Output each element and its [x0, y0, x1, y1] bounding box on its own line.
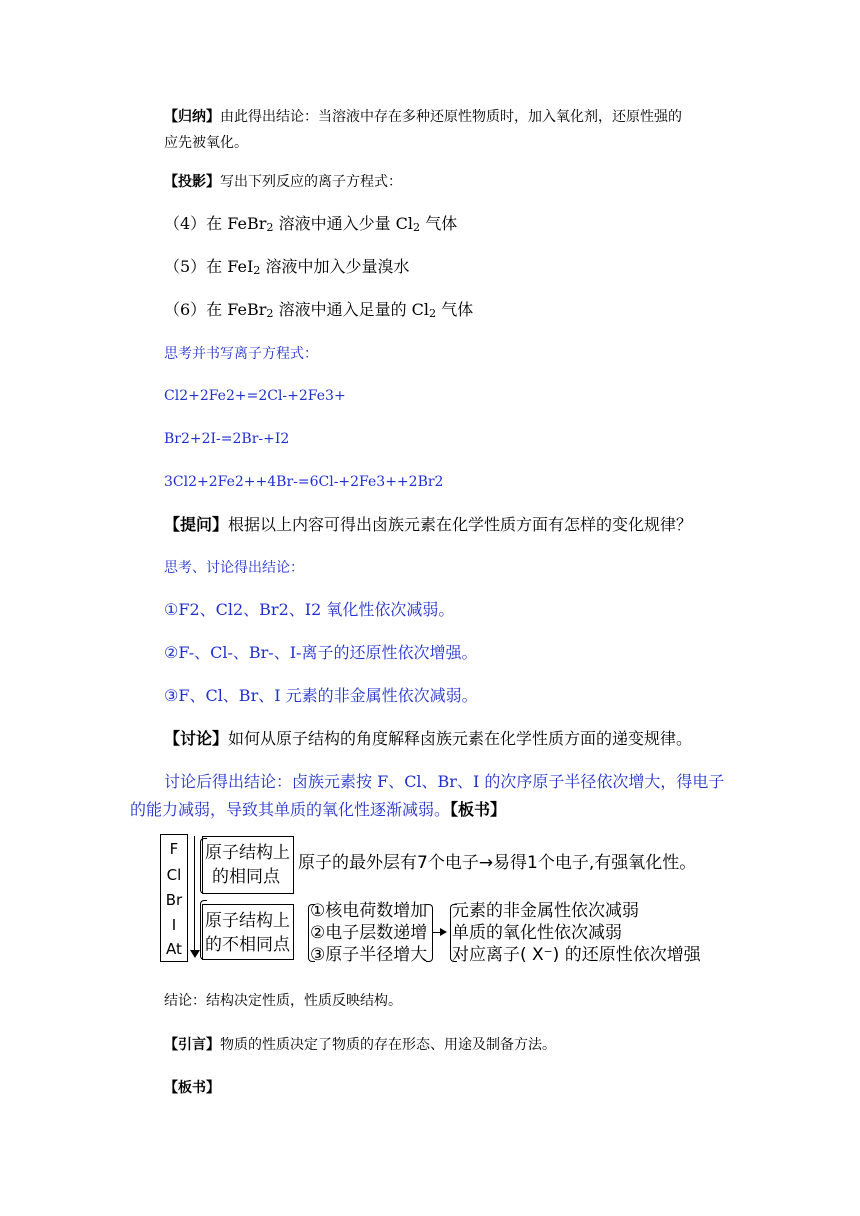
think-discuss: 思考、讨论得出结论：	[164, 560, 304, 576]
conclusion-3: ③F、Cl、Br、I 元素的非金属性依次减弱。	[164, 686, 478, 705]
element-br: Br	[165, 891, 183, 909]
q6-pre: （6）在 FeBr	[164, 300, 267, 319]
question-6	[164, 296, 734, 326]
board-tag-2: 【板书】	[164, 1080, 220, 1096]
effect-2: 单质的氧化性依次减弱	[452, 923, 622, 943]
summary-text: 由此得出结论：当溶液中存在多种还原性物质时，加入氧化剂，还原性强的	[220, 109, 682, 125]
q5-sub1: 2	[253, 263, 261, 277]
board-tag-1: 【板书】	[450, 800, 507, 819]
intro-paragraph	[164, 1032, 734, 1058]
q6-sub1: 2	[266, 306, 274, 320]
board-paragraph-2	[164, 1075, 734, 1101]
q4-sub2: 2	[413, 220, 421, 234]
conclusion-1: ①F2、Cl2、Br2、I2 氧化性依次减弱。	[164, 600, 455, 619]
q5-pre: （5）在 FeI	[164, 257, 254, 276]
cause-2: ②电子层数递增	[310, 923, 428, 943]
diff-label-b: 的不相同点	[205, 935, 290, 955]
halogen-structure-diagram	[160, 830, 720, 970]
down-arrow-icon	[190, 950, 200, 958]
structure-conclusion: 结论：结构决定性质，性质反映结构。	[164, 993, 402, 1009]
question-4	[164, 210, 734, 240]
same-label-b: 的相同点	[212, 867, 280, 887]
equation-3: 3Cl2+2Fe2++4Br-=6Cl-+2Fe3++2Br2	[164, 474, 444, 490]
equation-2: Br2+2I-=2Br-+I2	[164, 431, 290, 447]
projection-paragraph	[164, 169, 734, 195]
summary-text-2: 应先被氧化。	[164, 135, 248, 151]
q6-sub2: 2	[429, 306, 437, 320]
question-paragraph	[164, 511, 764, 539]
q4-post: 气体	[420, 214, 458, 233]
cause-1: ①核电荷数增加	[310, 901, 428, 921]
effect-1: 元素的非金属性依次减弱	[452, 901, 639, 921]
q5-post: 溶液中加入少量溴水	[260, 257, 410, 276]
cause-3: ③原子半径增大	[310, 945, 428, 965]
q4-pre: （4）在 FeBr	[164, 214, 267, 233]
diff-label-a: 原子结构上	[205, 911, 290, 931]
equation-1: Cl2+2Fe2+=2Cl-+2Fe3+	[164, 388, 346, 404]
intro-text: 物质的性质决定了物质的存在形态、用途及制备方法。	[220, 1037, 556, 1053]
question-tag: 【提问】	[164, 515, 229, 534]
same-label-a: 原子结构上	[205, 843, 290, 863]
effect-3: 对应离子( X⁻) 的还原性依次增强	[452, 945, 701, 965]
question-5	[164, 253, 734, 283]
element-f: F	[169, 840, 179, 858]
q4-sub1: 2	[266, 220, 274, 234]
same-description: 原子的最外层有7个电子→易得1个电子,有强氧化性。	[298, 853, 697, 873]
q4-mid: 溶液中通入少量 Cl	[273, 214, 414, 233]
element-i: I	[171, 916, 177, 934]
discussion-result-text: 讨论后得出结论：卤族元素按 F、Cl、Br、I 的次序原子半径依次增大，得电子的能力减弱，导致其单质的氧化性逐渐减弱。	[130, 772, 725, 819]
intro-tag: 【引言】	[164, 1037, 220, 1053]
conclusion-2: ②F-、Cl-、Br-、I-离子的还原性依次增强。	[164, 643, 478, 662]
element-at: At	[166, 940, 182, 958]
discussion-tag: 【讨论】	[164, 729, 229, 748]
right-arrow-icon	[440, 928, 447, 936]
q6-mid: 溶液中通入足量的 Cl	[273, 300, 430, 319]
discussion-text: 如何从原子结构的角度解释卤族元素在化学性质方面的递变规律。	[228, 729, 693, 748]
discussion-paragraph	[164, 725, 764, 753]
projection-text: 写出下列反应的离子方程式：	[220, 174, 402, 190]
down-arrow-line	[194, 836, 195, 956]
question-text: 根据以上内容可得出卤族元素在化学性质方面有怎样的变化规律？	[228, 515, 693, 534]
summary-paragraph	[164, 104, 734, 156]
summary-tag: 【归纳】	[164, 109, 220, 125]
projection-tag: 【投影】	[164, 174, 220, 190]
discussion-result	[130, 768, 730, 824]
think-instruction: 思考并书写离子方程式：	[164, 346, 318, 362]
q6-post: 气体	[436, 300, 474, 319]
element-cl: Cl	[166, 866, 182, 884]
